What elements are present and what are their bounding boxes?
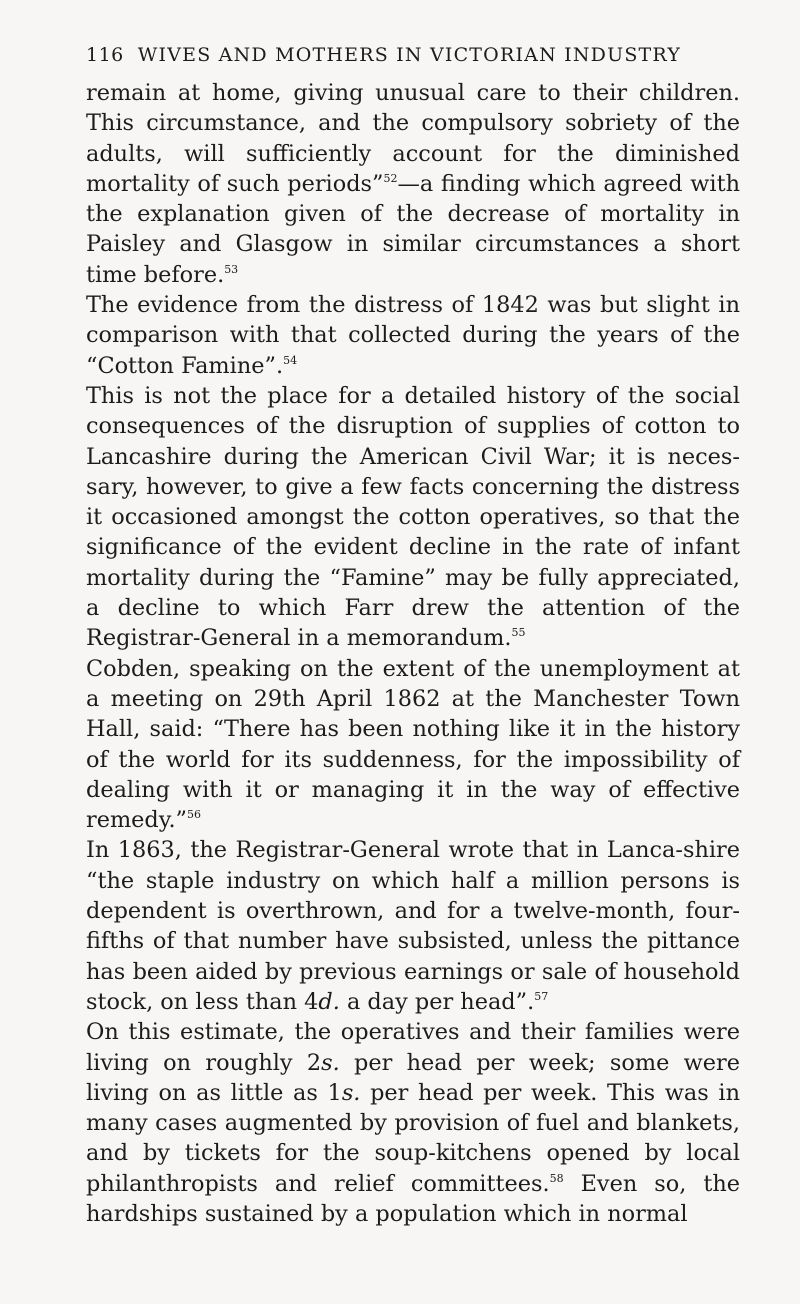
paragraph	[86, 78, 740, 290]
paragraph	[86, 381, 740, 654]
text-segment: —a finding which agreed with the explanation given of the decrease of mortality in Paisley and Glasgow in similar circumstances a short time before.	[86, 170, 741, 288]
body-text	[86, 78, 740, 1229]
paragraph	[86, 654, 740, 836]
running-head	[86, 44, 740, 66]
text-segment: per head per week; some were living on as little as 1	[86, 1049, 740, 1106]
footnote-marker: 57	[534, 989, 549, 1003]
text-segment: Cobden, speaking on the extent of the unemployment at a meeting on 29th April 1862 at the Manchester Town Hall, said: “There has been nothing like it in the history of the world for its suddenness, for the impossibility of dealing with it or managing it in the way of effective remedy.”	[86, 655, 740, 834]
footnote-marker: 56	[187, 808, 202, 822]
text-segment: In 1863, the Registrar-General wrote that in Lanca-shire “the staple industry on which half a million persons is dependent is overthrown, and for a twelve-month, four-fifths of that number have subsisted, unless the pittance has been aided by previous earnings or sale of household stock, on less than 4	[86, 837, 740, 1015]
paragraph	[86, 290, 740, 381]
running-title: WIVES AND MOTHERS IN VICTORIAN INDUSTRY	[137, 44, 682, 66]
paragraph	[86, 835, 740, 1017]
italic-text: s.	[341, 1079, 361, 1106]
footnote-marker: 54	[283, 353, 298, 367]
text-segment: remain at home, giving unusual care to their children. This circumstance, and the compulsory sobriety of the adults, will sufficiently account for the diminished mortality of such periods”	[86, 80, 740, 197]
paragraph	[86, 1017, 740, 1229]
text-segment: per head per week. This was in many cases augmented by provision of fuel and blankets, and by tickets for the soup-kitchens opened by local philanthropists and relief committees.	[86, 1079, 740, 1197]
italic-text: s.	[321, 1049, 340, 1076]
text-segment: Even so, the hardships sustained by a population which in normal	[86, 1170, 740, 1227]
italic-text: d.	[318, 988, 340, 1015]
footnote-marker: 55	[511, 626, 526, 640]
footnote-marker: 52	[383, 171, 398, 185]
page-number: 116	[86, 44, 124, 66]
footnote-marker: 58	[549, 1171, 564, 1185]
text-segment: The evidence from the distress of 1842 was but slight in comparison with that collected during the years of the “Cotton Famine”.	[86, 292, 740, 379]
book-page	[86, 44, 740, 1229]
text-segment: a day per head”.	[339, 988, 535, 1015]
text-segment: On this estimate, the operatives and their families were living on roughly 2	[86, 1019, 740, 1076]
footnote-marker: 53	[224, 262, 239, 276]
text-segment: This is not the place for a detailed history of the social consequences of the disruption of supplies of cotton to Lancashire during the American Civil War; it is neces-sary, however, to give a few facts concerning the distress it occasioned amongst the cotton operatives, so that the significance of the evident decline in the rate of infant mortality during the “Famine” may be fully appreciated, a decline to which Farr drew the attention of the Registrar-General in a memorandum.	[86, 382, 740, 652]
